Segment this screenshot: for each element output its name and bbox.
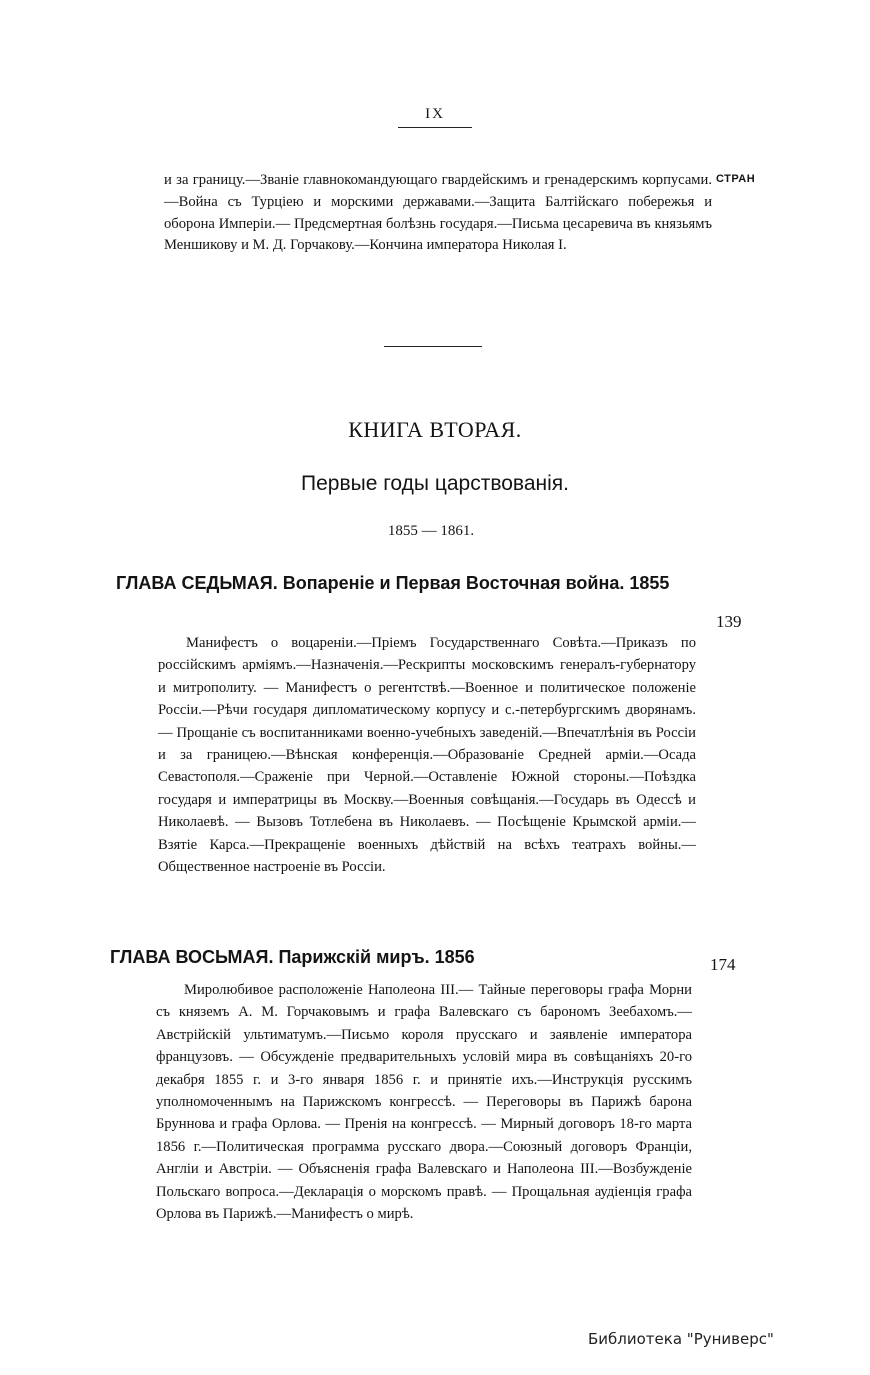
- library-watermark: Библиотека "Руниверс": [588, 1330, 774, 1348]
- book-years: 1855 — 1861.: [387, 523, 475, 539]
- chapter-eight-heading: ГЛАВА ВОСЬМАЯ. Парижскій миръ. 1856: [110, 947, 475, 967]
- book-subtitle: Первые годы царствованія.: [301, 472, 569, 495]
- chapter-eight-page-number: 174: [710, 955, 736, 974]
- chapter-seven-page-number: 139: [716, 612, 742, 631]
- chapter-seven-heading: ГЛАВА СЕДЬМАЯ. Вопареніе и Первая Восточная война. 1855: [116, 573, 670, 593]
- chapter-seven-summary: Манифестъ о воцареніи.—Пріемъ Государственнаго Совѣта.—Приказъ по россійскимъ арміямъ.—Назначенія.—Рескрипты московскимъ генералъ-губернатору и митрополиту. — Манифестъ о регентствѣ.—Военное и политическое положеніе Россіи.—Рѣчи государя дипломатическому корпусу и с.-петербургскимъ дворянамъ. — Прощаніе съ воспитанниками военно-учебныхъ заведеній.—Впечатлѣнія въ Россіи и за границею.—Вѣнская конференція.—Образованіе Средней арміи.—Осада Севастополя.—Сраженіе при Черной.—Оставленіе Южной стороны.—Поѣздка государя и императрицы въ Москву.—Военныя совѣщанія.—Государь въ Одессѣ и Николаевѣ. — Вызовъ Тотлебена въ Николаевъ. — Посѣщеніе Крымской арміи.—Взятіе Карса.—Прекращеніе военныхъ дѣйствій на всѣхъ театрахъ войны.—Общественное настроеніе въ Россіи.: [158, 635, 696, 876]
- section-divider: [384, 346, 482, 347]
- page-number: IX: [398, 106, 472, 128]
- book-title: КНИГА ВТОРАЯ.: [348, 417, 522, 442]
- continuation-paragraph: и за границу.—Званіе главнокомандующаго гвардейскимъ и гренадерскимъ корпусами.—Война съ Турціею и морскими державами.—Защита Балтійскаго побережья и оборона Имперіи.— Предсмертная болѣзнь государя.—Письма цесаревича въ князьямъ Меншикову и М. Д. Горчакову.—Кончина императора Николая I.: [164, 172, 712, 254]
- page-column-label: СТРАН: [716, 173, 756, 185]
- chapter-eight-summary: Миролюбивое расположеніе Наполеона III.— Тайные переговоры графа Морни съ княземъ А. М. Горчаковымъ и графа Валевскаго съ барономъ Зеебахомъ.—Австрійскій ультиматумъ.—Письмо короля прусскаго и заявленіе императора французовъ. — Обсужденіе предварительныхъ условій мира въ совѣщаніяхъ 20-го декабря 1855 г. и 3-го января 1856 г. и принятіе ихъ.—Инструкція русскимъ уполномоченнымъ на Парижскомъ конгрессѣ. — Переговоры въ Парижѣ барона Бруннова и графа Орлова. — Пренія на конгрессѣ. — Мирный договоръ 18-го марта 1856 г.—Политическая программа русскаго двора.—Союзный договоръ Франціи, Англіи и Австріи. — Объясненія графа Валевскаго и Наполеона III.—Возбужденіе Польскаго вопроса.—Декларація о морскомъ правѣ. — Прощальная аудіенція графа Орлова въ Парижѣ.—Манифестъ о мирѣ.: [156, 982, 692, 1223]
